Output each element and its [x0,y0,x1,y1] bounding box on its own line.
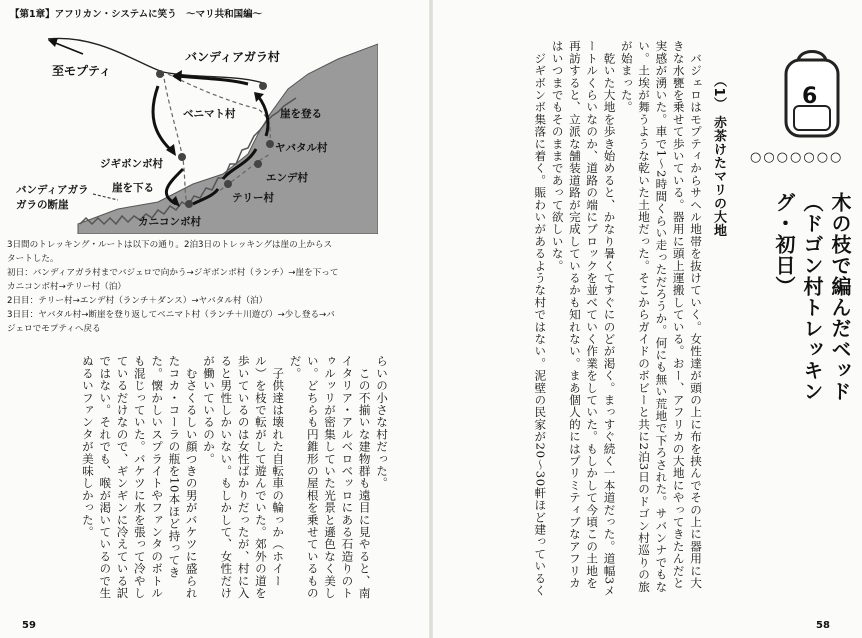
caption-line: 3日目：ヤバタル村→断崖を登り返してベニマト村（ランチ＋川遊び）→少し登る→バ [7,310,335,320]
map-label-kanikombo: カニコンボ村 [138,216,201,228]
village-dot [224,180,232,188]
map-label-cliff-2: ガラの断崖 [16,199,69,211]
map-label-climb: 崖を登る [280,108,322,120]
caption-line: タートした。 [7,254,59,264]
map-label-ende: エンデ村 [266,172,308,184]
section-heading: （1） 赤茶けたマリの大地 [711,74,726,238]
decorative-dots: ○○○○○○○ [750,150,844,165]
book-gutter [429,0,433,638]
left-body-text: らいの小さな村だった。 この不揃いな建物群も遠目に見やると、南イタリア・アルベロベッロにある石造りのトゥルッリが密集していた光景と遜色なく美しい。どちらも円錐形の屋根を乗せているものだ。 子供達は壊れた自転車の輪っか（ホイール）を枝で転がして遊んでいた。郊外の道を歩いているのは女性ばかりだったが、村に入ると男性しかいない。もしかして、女性だけが働いているのか。 むさくるしい顔つきの男がバケツに盛られたコカ・コーラの瓶を10本ほど持ってきた。懐かしいスプライトやファンタのボトルも混じっていた。バケツに水を張って冷やしているだけなので、ギンギンに冷えている訳ではない。それでも、喉が渇いているので生ぬるいファンタが美味しかった。 [80,355,389,599]
village-dot [156,70,164,78]
map-label-yabatal: ヤバタル村 [275,142,328,154]
map-label-descend: 崖を下る [112,182,154,194]
running-header: 【第1章】アフリカン・システムに笑う 〜マリ共和国編〜 [10,9,263,20]
caption-line: カニコンボ村→テリー村（泊） [7,282,126,292]
trail-dashed-1 [163,72,188,204]
cliff-edge [78,44,378,234]
map-label-bandiagara: バンディアガラ村 [185,50,280,64]
chapter-number: 6 [802,84,818,109]
map-label-benimato: ベニマト村 [183,108,236,120]
route-arrow-1 [153,86,173,152]
chapter-title: 木の枝で編んだベッド （ドゴン村トレッキング・初日） [772,192,852,402]
page-number-left: 59 [22,620,36,631]
caption-line: 初日：バンディアガラ村までバジェロで向かう→ジギボンボ村（ランチ）→崖を下って [7,268,339,278]
caption-line: 3日間のトレッキング・ルートは以下の通り。2泊3日のトレッキングは崖の上からス [7,240,333,250]
map-caption [7,238,387,336]
village-dot [178,153,186,161]
village-dot [259,82,267,90]
right-body-text: バジェロはモプティからサヘル地帯を抜けていく。女性達が頭の上に布を挟んでその上に器用に大きな水甕を乗せて歩いている。器用に頭上運搬している。おー、アフリカの大地にやってきたんだと実感が湧いた。車で1〜2時間くらい走っただろうか。何にも無い荒地で下ろされた。サバンナでもない。土埃が舞うような乾いた土地だった。そこからガイドのボビーと共に2泊3日のドゴン村巡りの旅が始まった。 乾いた大地を歩き始めると、かなり暑くてすぐにのどが渇く。まっすぐ続く一本道だった。道幅3メートルくらいなのか、道路の端にブロックを並べていく作業をしていた。もしかして今頃この土地を再訪すると、立派な舗装道路が完成しているかも知れない。まあ個人的にはプリミティブなアフリカはいつまでもそのままであって欲しいな。 ジギボンボ集落に着く。賑わいがあるような村ではない。泥壁の民家が20〜30軒ほど建っているく [533,40,703,597]
village-dot [254,160,262,168]
caption-line: 2日目：テリー村→エンデ村（ランチ＋ダンス）→ヤバタル村（泊） [7,296,268,306]
map-label-jigibombo: ジギボンボ村 [100,158,163,170]
caption-line: ジェロでモプティへ戻る [7,324,101,334]
village-dot [266,140,274,148]
map-label-teri: テリー村 [232,192,274,204]
map-label-mopti: 至モプティ [52,64,112,78]
map-label-cliff-1: バンディアガラ [16,184,89,196]
mopti-arrow [53,42,83,54]
village-dot [185,200,193,208]
page-number-right: 58 [816,620,830,631]
